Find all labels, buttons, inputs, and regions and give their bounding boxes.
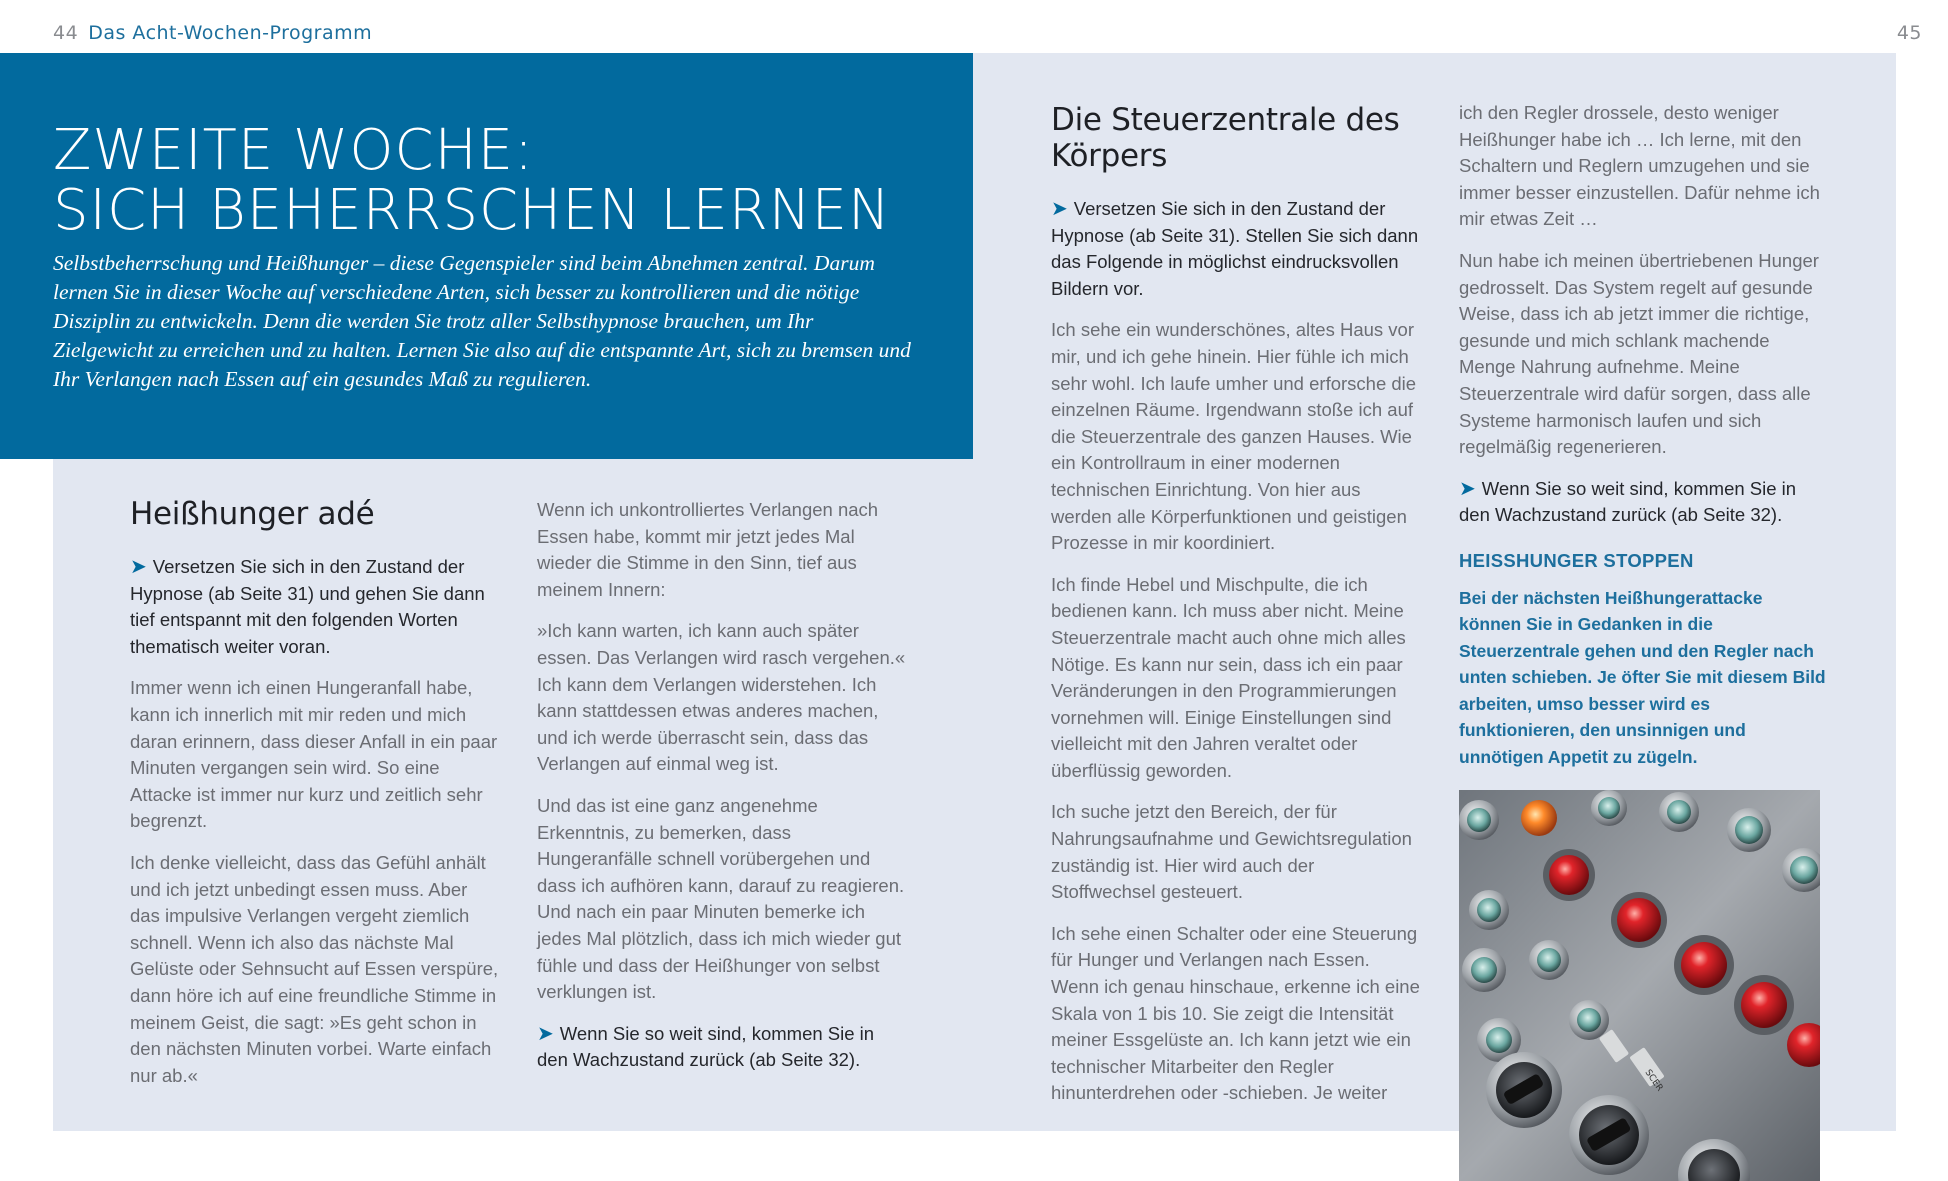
arrow-right-icon: ➤ bbox=[1459, 477, 1476, 500]
column-3 bbox=[1051, 102, 1421, 1122]
arrow-right-icon: ➤ bbox=[130, 556, 147, 578]
chapter-title bbox=[53, 118, 891, 243]
column-4 bbox=[1459, 100, 1829, 771]
section-heading-heisshunger: Heißhunger adé bbox=[130, 496, 375, 532]
body-paragraph: Immer wenn ich einen Hungeranfall habe, kann ich innerlich mit mir reden und mich daran erinnern, dass dieser Anfall in ein paar Minuten vergangen sein wird. So eine Attacke ist immer nur kurz und zeitlich sehr begrenzt. bbox=[130, 677, 498, 832]
chapter-title-line-2: SICH BEHERRSCHEN LERNEN bbox=[53, 178, 891, 243]
tip-box-title: HEISSHUNGER STOPPEN bbox=[1459, 549, 1694, 571]
instruction-text: Wenn Sie so weit sind, kommen Sie in den Wachzustand zurück (ab Seite 32). bbox=[1459, 477, 1797, 526]
instruction-paragraph bbox=[1051, 196, 1421, 302]
body-paragraph: ich den Regler drossele, desto weniger Heißhunger habe ich … Ich lerne, mit den Schaltern und Reglern umzugehen und sie immer besser einzustellen. Dafür nehme ich mir etwas Zeit … bbox=[1459, 102, 1820, 230]
section-heading-steuerzentrale: Die Steuerzentrale des Körpers bbox=[1051, 102, 1400, 174]
chapter-title-line-1: ZWEITE WOCHE: bbox=[53, 118, 534, 183]
body-paragraph: Ich finde Hebel und Mischpulte, die ich bedienen kann. Ich muss aber nicht. Meine Steuerzentrale macht auch ohne mich alles Nötige. Es kann nur sein, dass ich ein paar Veränderungen in den Programmierungen vornehmen will. Einige Einstellungen sind vielleicht mit den Jahren veraltet oder überflüssig geworden. bbox=[1051, 573, 1406, 781]
column-2 bbox=[537, 497, 907, 1089]
control-panel-photo bbox=[1459, 790, 1820, 1181]
body-paragraph: Ich denke vielleicht, dass das Gefühl anhält und ich jetzt unbedingt essen muss. Aber das impulsive Verlangen vergeht ziemlich schnell. Wenn ich also das nächste Mal Gelüste oder Sehnsucht auf Essen verspüre, dann höre ich auf eine freundliche Stimme in meinem Geist, die sagt: »Es geht schon in den nächsten Minuten vorbei. Warte einfach nur ab.« bbox=[130, 851, 499, 1086]
instruction-text: Versetzen Sie sich in den Zustand der Hypnose (ab Seite 31) und gehen Sie dann tief entspannt mit den folgenden Worten thematisch weiter voran. bbox=[130, 556, 485, 657]
arrow-right-icon: ➤ bbox=[1051, 198, 1068, 220]
body-paragraph: »Ich kann warten, ich kann auch später essen. Das Verlangen wird rasch vergehen.« Ich kann dem Verlangen widerstehen. Ich kann stattdessen etwas anderes machen, und ich werde überrascht sein, dass das Verlangen auf einmal weg ist. bbox=[537, 620, 906, 775]
right-page-number: 45 bbox=[1896, 22, 1922, 44]
control-panel-illustration bbox=[1459, 790, 1820, 1181]
instruction-paragraph bbox=[1459, 476, 1829, 529]
body-paragraph: Ich suche jetzt den Bereich, der für Nahrungsaufnahme und Gewichtsregulation zuständig ist. Hier wird auch der Stoffwechsel gesteuert. bbox=[1051, 801, 1412, 903]
instruction-text: Wenn Sie so weit sind, kommen Sie in den Wachzustand zurück (ab Seite 32). bbox=[537, 1022, 875, 1071]
instruction-paragraph bbox=[130, 554, 502, 660]
switch-label: SCER bbox=[1642, 1067, 1665, 1094]
chapter-intro: Selbstbeherrschung und Heißhunger – diese Gegenspieler sind beim Abnehmen zentral. Darum lernen Sie in dieser Woche auf verschiedene Arten, sich besser zu kontrollieren und die nötige Disziplin zu entwickeln. Denn die werden Sie trotz aller Selbsthypnose brauchen, um Ihr Zielgewicht zu erreichen und zu halten. Lernen Sie also auf die entspannte Art, sich zu bremsen und Ihr Verlangen nach Essen auf ein gesundes Maß zu regulieren. bbox=[53, 251, 911, 391]
body-paragraph: Ich sehe ein wunderschönes, altes Haus vor mir, und ich gehe hinein. Hier fühle ich mich sehr wohl. Ich laufe umher und erforsche die einzelnen Räume. Irgendwann stoße ich auf die Steuerzentrale des ganzen Hauses. Wie ein Kontrollraum in einer modernen technischen Einrichtung. Von hier aus werden alle Körperfunktionen und geistigen Prozesse in mir koordiniert. bbox=[1051, 319, 1417, 554]
instruction-paragraph bbox=[537, 1021, 907, 1074]
arrow-right-icon: ➤ bbox=[537, 1022, 554, 1045]
chapter-hero bbox=[0, 53, 973, 459]
instruction-text: Versetzen Sie sich in den Zustand der Hypnose (ab Seite 31). Stellen Sie sich dann das Folgende in möglichst eindrucksvollen Bildern vor. bbox=[1051, 198, 1419, 299]
column-1 bbox=[130, 496, 502, 1104]
folio-left bbox=[53, 22, 372, 44]
left-page-number: 44 bbox=[53, 22, 79, 44]
running-title: Das Acht-Wochen-Programm bbox=[88, 22, 373, 44]
body-paragraph: Ich sehe einen Schalter oder eine Steuerung für Hunger und Verlangen nach Essen. Wenn ich genau hinschaue, erkenne ich eine Skala von 1 bis 10. Sie zeigt die Intensität meiner Essgelüste an. Ich kann jetzt wie ein technischer Mitarbeiter den Regler hinunterdrehen oder -schieben. Je weiter bbox=[1051, 922, 1420, 1104]
body-paragraph: Und das ist eine ganz angenehme Erkenntnis, zu bemerken, dass Hungeranfälle schnell vorübergehen und dass ich aufhören kann, darauf zu reagieren. Und nach ein paar Minuten bemerke ich jedes Mal plötzlich, dass ich mich wieder gut fühle und dass der Heißhunger von selbst verklungen ist. bbox=[537, 794, 905, 1003]
body-paragraph: Nun habe ich meinen übertriebenen Hunger gedrosselt. Das System regelt auf gesunde Weise, dass ich ab jetzt immer die richtige, gesunde und mich schlank machende Menge Nahrung aufnehme. Meine Steuerzentrale wird dafür sorgen, dass alle Systeme harmonisch laufen und sich regelmäßig regenerieren. bbox=[1459, 249, 1819, 458]
body-paragraph: Wenn ich unkontrolliertes Verlangen nach Essen habe, kommt mir jetzt jedes Mal wieder die Stimme in den Sinn, tief aus meinem Innern: bbox=[537, 499, 879, 600]
tip-box-text: Bei der nächsten Heißhungerattacke können Sie in Gedanken in die Steuerzentrale gehen und den Regler nach unten schieben. Je öfter Sie mit diesem Bild arbeiten, umso besser wird es funktionieren, den unsinnigen und unnötigen Appetit zu zügeln. bbox=[1459, 587, 1826, 768]
